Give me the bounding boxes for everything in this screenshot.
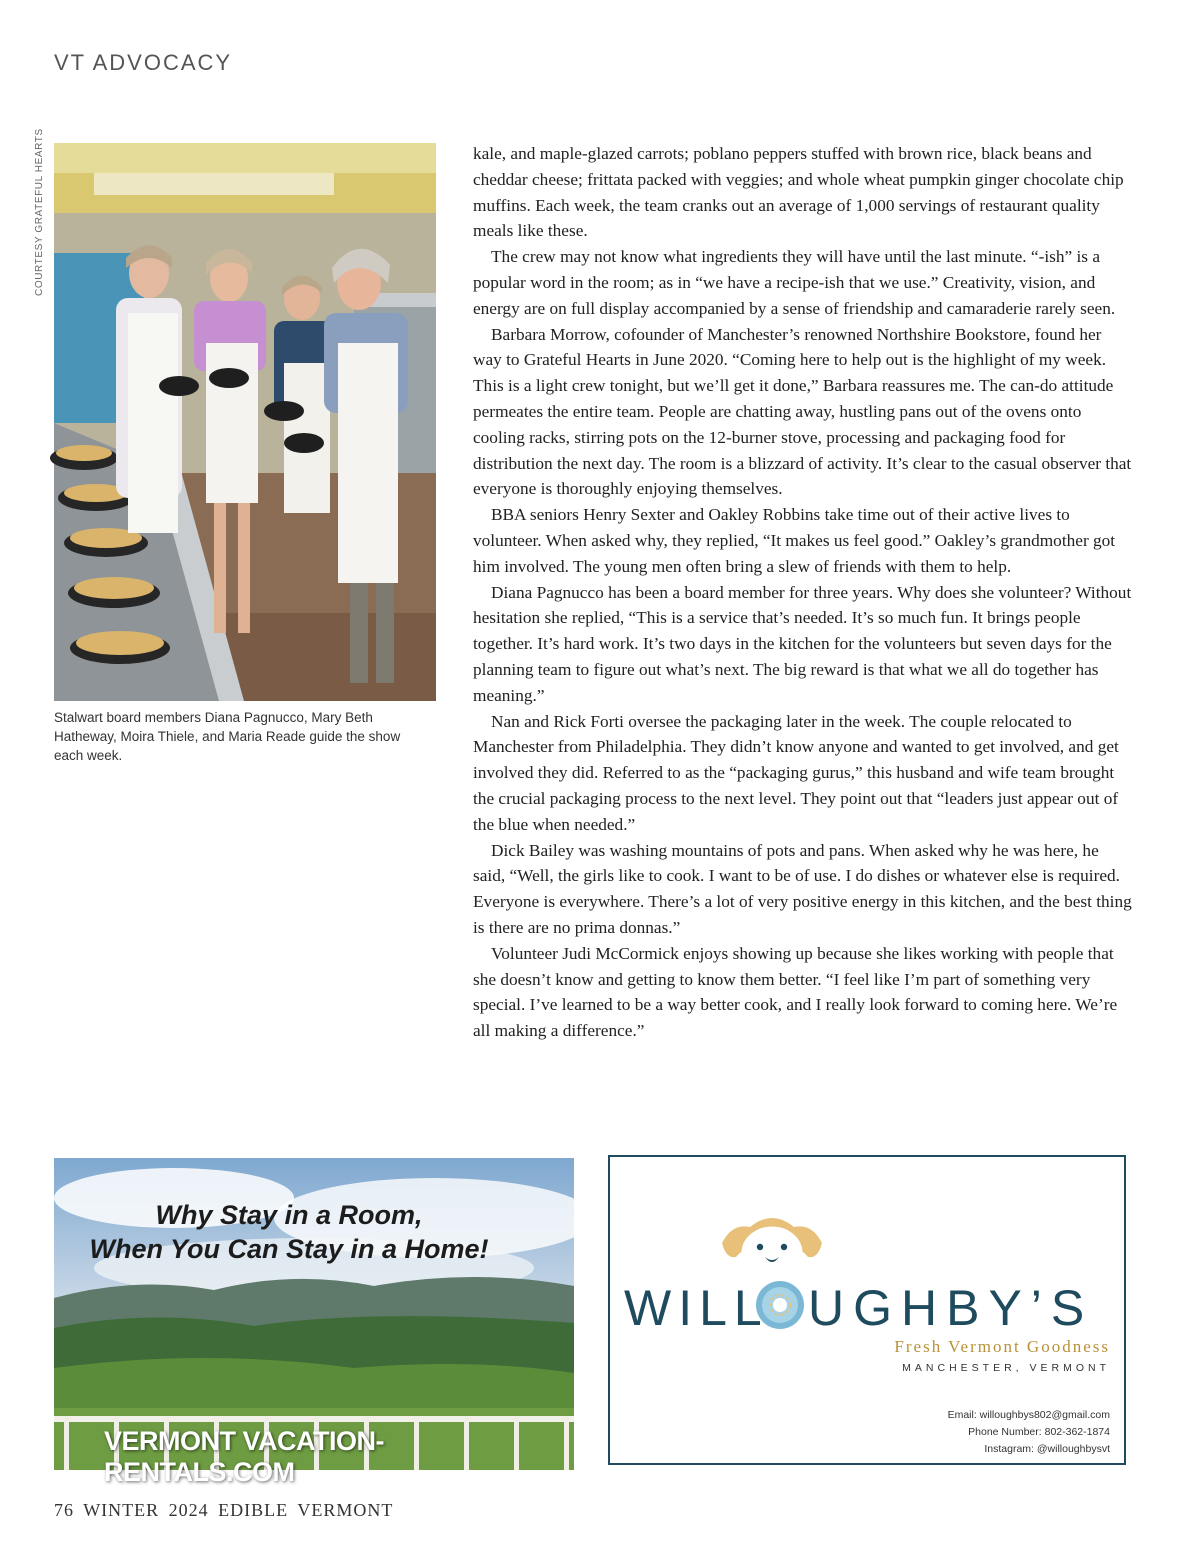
article-body — [473, 141, 1133, 1044]
willoughbys-logo — [622, 1213, 1116, 1336]
article-paragraph: Volunteer Judi McCormick enjoys showing up because she likes working with people that she doesn’t know and getting to know them better. “I feel like I’m part of something very special. I’ve learned to be a way better cook, and I really look forward to coming here. We’re all making a difference.” — [473, 943, 1118, 1041]
willoughbys-contact — [948, 1407, 1110, 1458]
vacation-rentals-ad[interactable] — [54, 1158, 574, 1487]
svg-text:WILL: WILL — [624, 1280, 769, 1336]
article-paragraph: kale, and maple-glazed carrots; poblano peppers stuffed with brown rice, black beans and cheddar cheese; frittata packed with veggies; and whole wheat pumpkin ginger chocolate chip muffins. Each week, the team cranks out an average of 1,000 servings of restaurant quality meals like these. — [473, 144, 1124, 241]
willoughbys-tagline: Fresh Vermont Goodness — [894, 1337, 1110, 1356]
willoughbys-email[interactable]: Email: willoughbys802@gmail.com — [947, 1409, 1110, 1421]
willoughbys-ad[interactable] — [608, 1155, 1126, 1465]
publication-name: EDIBLE VERMONT — [218, 1500, 394, 1520]
article-paragraph: The crew may not know what ingredients they will have until the last minute. “-ish” is a popular word in the room; as in “we have a recipe-ish that we use.” Creativity, vision, and energy are on full display accompanied by a sense of friendship and camaraderie rarely seen. — [473, 247, 1116, 318]
page-number: 76 — [54, 1500, 74, 1520]
page-footer — [54, 1500, 393, 1521]
article-paragraph: Nan and Rick Forti oversee the packaging later in the week. The couple relocated to Manchester from Philadelphia. They didn’t know anyone and wanted to get involved, and get involved they did. Referred to as the “packaging gurus,” this husband and wife team brought the crucial packaging process to the next level. They point out that “leaders just appear out of the blue when needed.” — [473, 711, 1119, 834]
rentals-headline — [54, 1198, 524, 1266]
willoughbys-phone[interactable]: Phone Number: 802-362-1874 — [968, 1426, 1110, 1438]
rentals-url[interactable]: VERMONT VACATION-RENTALS.COM — [104, 1426, 384, 1487]
headline-line-2: When You Can Stay in a Home! — [89, 1234, 489, 1264]
photo-caption: Stalwart board members Diana Pagnucco, Mary Beth Hatheway, Moira Thiele, and Maria Reade guide the show each week. — [54, 710, 401, 763]
willoughbys-instagram[interactable]: Instagram: @willoughbysvt — [984, 1443, 1110, 1455]
article-paragraph: Barbara Morrow, cofounder of Manchester’s renowned Northshire Bookstore, found her way to Grateful Hearts in June 2020. “Coming here to help out is the highlight of my week. This is a light crew tonight, but we’ll get it done,” Barbara reassures me. The can-do attitude permeates the entire team. People are chatting away, hustling pans out of the ovens onto cooling racks, stirring pots on the 12-burner stove, processing and packaging food for distribution the next day. The room is a blizzard of activity. It’s clear to the casual observer that everyone is thoroughly enjoying themselves. — [473, 324, 1132, 499]
issue-label: WINTER 2024 — [83, 1500, 209, 1520]
willoughbys-location: MANCHESTER, VERMONT — [902, 1362, 1110, 1374]
article-paragraph: BBA seniors Henry Sexter and Oakley Robbins take time out of their active lives to volunteer. When asked why, they replied, “It makes us feel good.” Oakley’s grandmother got him involved. The young men often bring a slew of friends with them to help. — [473, 505, 1116, 576]
section-label: VT ADVOCACY — [54, 50, 233, 75]
photo-credit: COURTESY GRATEFUL HEARTS — [34, 128, 45, 296]
article-paragraph: Diana Pagnucco has been a board member for three years. Why does she volunteer? Without hesitation she replied, “This is a service that’s needed. It’s so much fun. It brings people together. It’s hard work. It’s two days in the kitchen for the volunteers but seven days for the planning team to figure out what’s next. The big reward is that what we all do together has meaning.” — [473, 582, 1132, 705]
article-paragraph: Dick Bailey was washing mountains of pots and pans. When asked why he was here, he said, “Well, the girls like to cook. I want to be of use. I do dishes or whatever else is required. Everyone is everywhere. There’s a lot of very positive energy in this kitchen, and the best thing is there are no prima donnas.” — [473, 840, 1132, 937]
dog-icon — [722, 1218, 822, 1279]
headline-line-1: Why Stay in a Room, — [155, 1200, 423, 1230]
svg-text:UGHBY’S: UGHBY’S — [808, 1280, 1094, 1336]
volunteers-photo — [54, 143, 436, 701]
